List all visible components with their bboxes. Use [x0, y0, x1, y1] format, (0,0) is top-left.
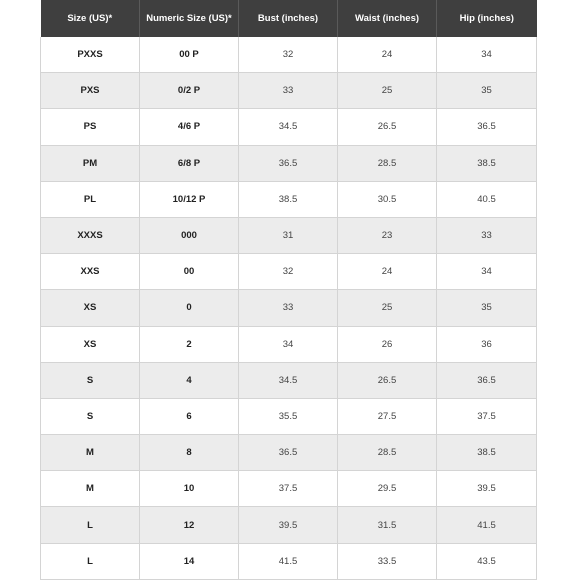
cell-hip: 39.5 [437, 471, 537, 507]
table-row [41, 254, 537, 290]
cell-bust: 31 [239, 217, 338, 253]
cell-numeric-size: 14 [140, 543, 239, 579]
cell-bust: 38.5 [239, 181, 338, 217]
cell-waist: 27.5 [338, 398, 437, 434]
cell-numeric-size: 12 [140, 507, 239, 543]
cell-bust: 37.5 [239, 471, 338, 507]
cell-numeric-size: 6 [140, 398, 239, 434]
cell-numeric-size: 4/6 P [140, 109, 239, 145]
cell-size: S [41, 398, 140, 434]
cell-size: M [41, 435, 140, 471]
table-row [41, 435, 537, 471]
cell-hip: 36.5 [437, 362, 537, 398]
cell-size: PL [41, 181, 140, 217]
cell-waist: 25 [338, 73, 437, 109]
table-row [41, 217, 537, 253]
cell-waist: 28.5 [338, 435, 437, 471]
cell-waist: 26.5 [338, 362, 437, 398]
cell-hip: 40.5 [437, 181, 537, 217]
cell-waist: 24 [338, 254, 437, 290]
cell-bust: 32 [239, 37, 338, 73]
cell-size: XS [41, 290, 140, 326]
cell-hip: 36.5 [437, 109, 537, 145]
cell-numeric-size: 0 [140, 290, 239, 326]
cell-size: XXXS [41, 217, 140, 253]
cell-hip: 38.5 [437, 435, 537, 471]
table-row [41, 109, 537, 145]
table-row [41, 398, 537, 434]
cell-waist: 28.5 [338, 145, 437, 181]
size-chart-table [40, 0, 537, 580]
cell-size: PM [41, 145, 140, 181]
cell-size: PXXS [41, 37, 140, 73]
cell-bust: 34.5 [239, 109, 338, 145]
table-row [41, 37, 537, 73]
cell-bust: 36.5 [239, 145, 338, 181]
cell-hip: 34 [437, 254, 537, 290]
table-row [41, 362, 537, 398]
cell-numeric-size: 00 P [140, 37, 239, 73]
cell-numeric-size: 10 [140, 471, 239, 507]
header-hip: Hip (inches) [437, 0, 537, 37]
cell-waist: 24 [338, 37, 437, 73]
cell-bust: 33 [239, 290, 338, 326]
cell-waist: 31.5 [338, 507, 437, 543]
table-row [41, 543, 537, 579]
cell-size: M [41, 471, 140, 507]
cell-waist: 26 [338, 326, 437, 362]
cell-hip: 34 [437, 37, 537, 73]
cell-bust: 34 [239, 326, 338, 362]
cell-bust: 39.5 [239, 507, 338, 543]
header-bust: Bust (inches) [239, 0, 338, 37]
table-body [41, 37, 537, 579]
table-row [41, 471, 537, 507]
cell-hip: 35 [437, 73, 537, 109]
cell-numeric-size: 10/12 P [140, 181, 239, 217]
table-row [41, 326, 537, 362]
table-row [41, 181, 537, 217]
cell-size: L [41, 543, 140, 579]
cell-numeric-size: 000 [140, 217, 239, 253]
cell-numeric-size: 4 [140, 362, 239, 398]
table-row [41, 290, 537, 326]
cell-hip: 43.5 [437, 543, 537, 579]
cell-waist: 33.5 [338, 543, 437, 579]
cell-numeric-size: 00 [140, 254, 239, 290]
header-numeric-size-us: Numeric Size (US)* [140, 0, 239, 37]
cell-hip: 33 [437, 217, 537, 253]
header-size-us: Size (US)* [41, 0, 140, 37]
cell-size: XS [41, 326, 140, 362]
cell-bust: 33 [239, 73, 338, 109]
cell-numeric-size: 8 [140, 435, 239, 471]
cell-waist: 30.5 [338, 181, 437, 217]
cell-waist: 26.5 [338, 109, 437, 145]
cell-size: PS [41, 109, 140, 145]
cell-hip: 38.5 [437, 145, 537, 181]
cell-bust: 36.5 [239, 435, 338, 471]
cell-numeric-size: 2 [140, 326, 239, 362]
cell-hip: 41.5 [437, 507, 537, 543]
cell-bust: 32 [239, 254, 338, 290]
cell-hip: 37.5 [437, 398, 537, 434]
cell-size: PXS [41, 73, 140, 109]
table-row [41, 507, 537, 543]
table-row [41, 73, 537, 109]
cell-bust: 34.5 [239, 362, 338, 398]
cell-size: S [41, 362, 140, 398]
cell-waist: 25 [338, 290, 437, 326]
cell-waist: 23 [338, 217, 437, 253]
cell-hip: 36 [437, 326, 537, 362]
cell-size: L [41, 507, 140, 543]
cell-bust: 35.5 [239, 398, 338, 434]
cell-bust: 41.5 [239, 543, 338, 579]
table-row [41, 145, 537, 181]
cell-numeric-size: 0/2 P [140, 73, 239, 109]
cell-hip: 35 [437, 290, 537, 326]
cell-size: XXS [41, 254, 140, 290]
cell-waist: 29.5 [338, 471, 437, 507]
header-waist: Waist (inches) [338, 0, 437, 37]
cell-numeric-size: 6/8 P [140, 145, 239, 181]
table-header-row [41, 0, 537, 37]
